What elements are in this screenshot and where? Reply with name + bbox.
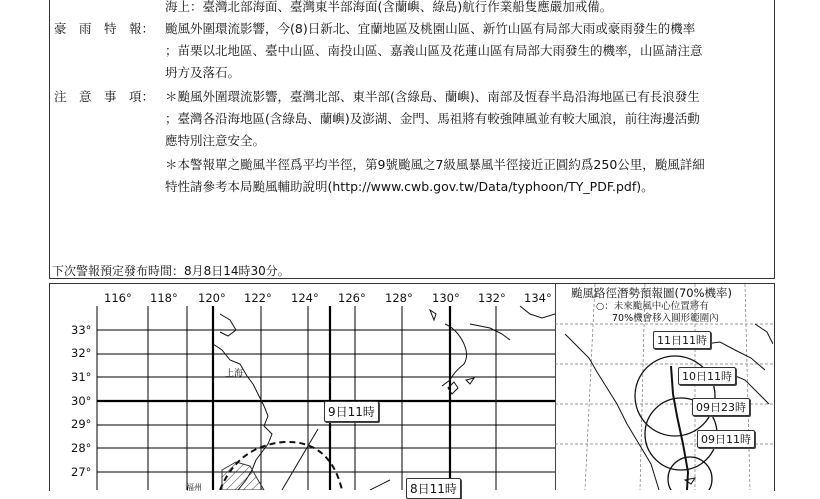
place-fuzhou: 福州 [186,483,202,492]
notice-line-5: 特性請參考本局颱風輔助說明(http://www.cwb.gov.tw/Data/typhoon/TY_PDF.pdf)。 [165,179,654,194]
lon-tick: 128° [385,291,413,305]
inset-label-11d11: 11日11時 [653,331,711,349]
place-shanghai: 上海 [225,369,244,379]
lon-tick: 132° [478,291,506,305]
notice-line-3: 應特別注意安全。 [165,133,266,148]
rain-warning-label: 豪 雨 特 報： [54,21,155,36]
inset-label-10d11: 10日11時 [678,367,736,385]
notice-line-4: ＊本警報單之颱風半徑爲平均半徑，第9號颱風之7級風暴風半徑接近正圓約爲250公里，颱風詳細 [165,157,705,172]
notice-label: 注 意 事 項： [54,89,155,104]
notice-line-2: ；臺灣各沿海地區(含綠島、蘭嶼)及澎湖、金門、馬祖將有較強陣風並有較大風浪，前往海邊活動 [165,111,700,126]
lon-tick: 124° [291,291,319,305]
next-issue-time: 下次警報預定發布時間：8月8日14時30分。 [52,264,290,278]
rain-line-3: 坍方及落石。 [165,65,241,80]
lat-tick: 32° [71,346,92,360]
lon-tick: 130° [432,291,460,305]
rain-line-2: ；苗栗以北地區、臺中山區、南投山區、嘉義山區及花蓮山區有局部大雨發生的機率，山區請注意 [165,43,703,58]
notice-line-1: ＊颱風外圍環流影響，臺灣北部、東半部(含綠島、蘭嶼)、南部及恆春半島沿海地區已有長浪發生 [165,89,700,104]
inset-label-09d11: 09日11時 [697,430,755,448]
inset-label-09d23: 09日23時 [692,398,750,416]
inset-legend-line1: ○：未來颱風中心位置將有 [596,301,709,312]
lon-tick: 118° [150,291,178,305]
lon-tick: 116° [104,291,132,305]
inset-legend-line2: 70%機會移入圓形範圍內 [612,313,719,324]
inset-title: 颱風路徑潛勢預報圖(70%機率) [571,286,733,300]
lat-tick: 28° [71,441,92,455]
sea-warning-line: 海上：臺灣北部海面、臺灣東半部海面(含蘭嶼、綠島)航行作業船隻應嚴加戒備。 [165,0,613,14]
lat-tick: 30° [71,394,92,408]
lat-tick: 31° [71,370,92,384]
lat-tick: 27° [71,465,92,479]
lon-tick: 134° [524,291,552,305]
typhoon-track-map [50,284,555,490]
forecast-label-9d11: 9日11時 [324,401,379,422]
forecast-label-8d11: 8日11時 [406,478,461,499]
rain-line-1: 颱風外圍環流影響，今(8)日新北、宜蘭地區及桃園山區、新竹山區有局部大雨或豪雨發生的機率 [165,21,696,36]
lat-tick: 29° [71,417,92,431]
lat-tick: 33° [71,323,92,337]
lon-tick: 122° [244,291,272,305]
lon-tick: 126° [338,291,366,305]
lon-tick: 120° [198,291,226,305]
